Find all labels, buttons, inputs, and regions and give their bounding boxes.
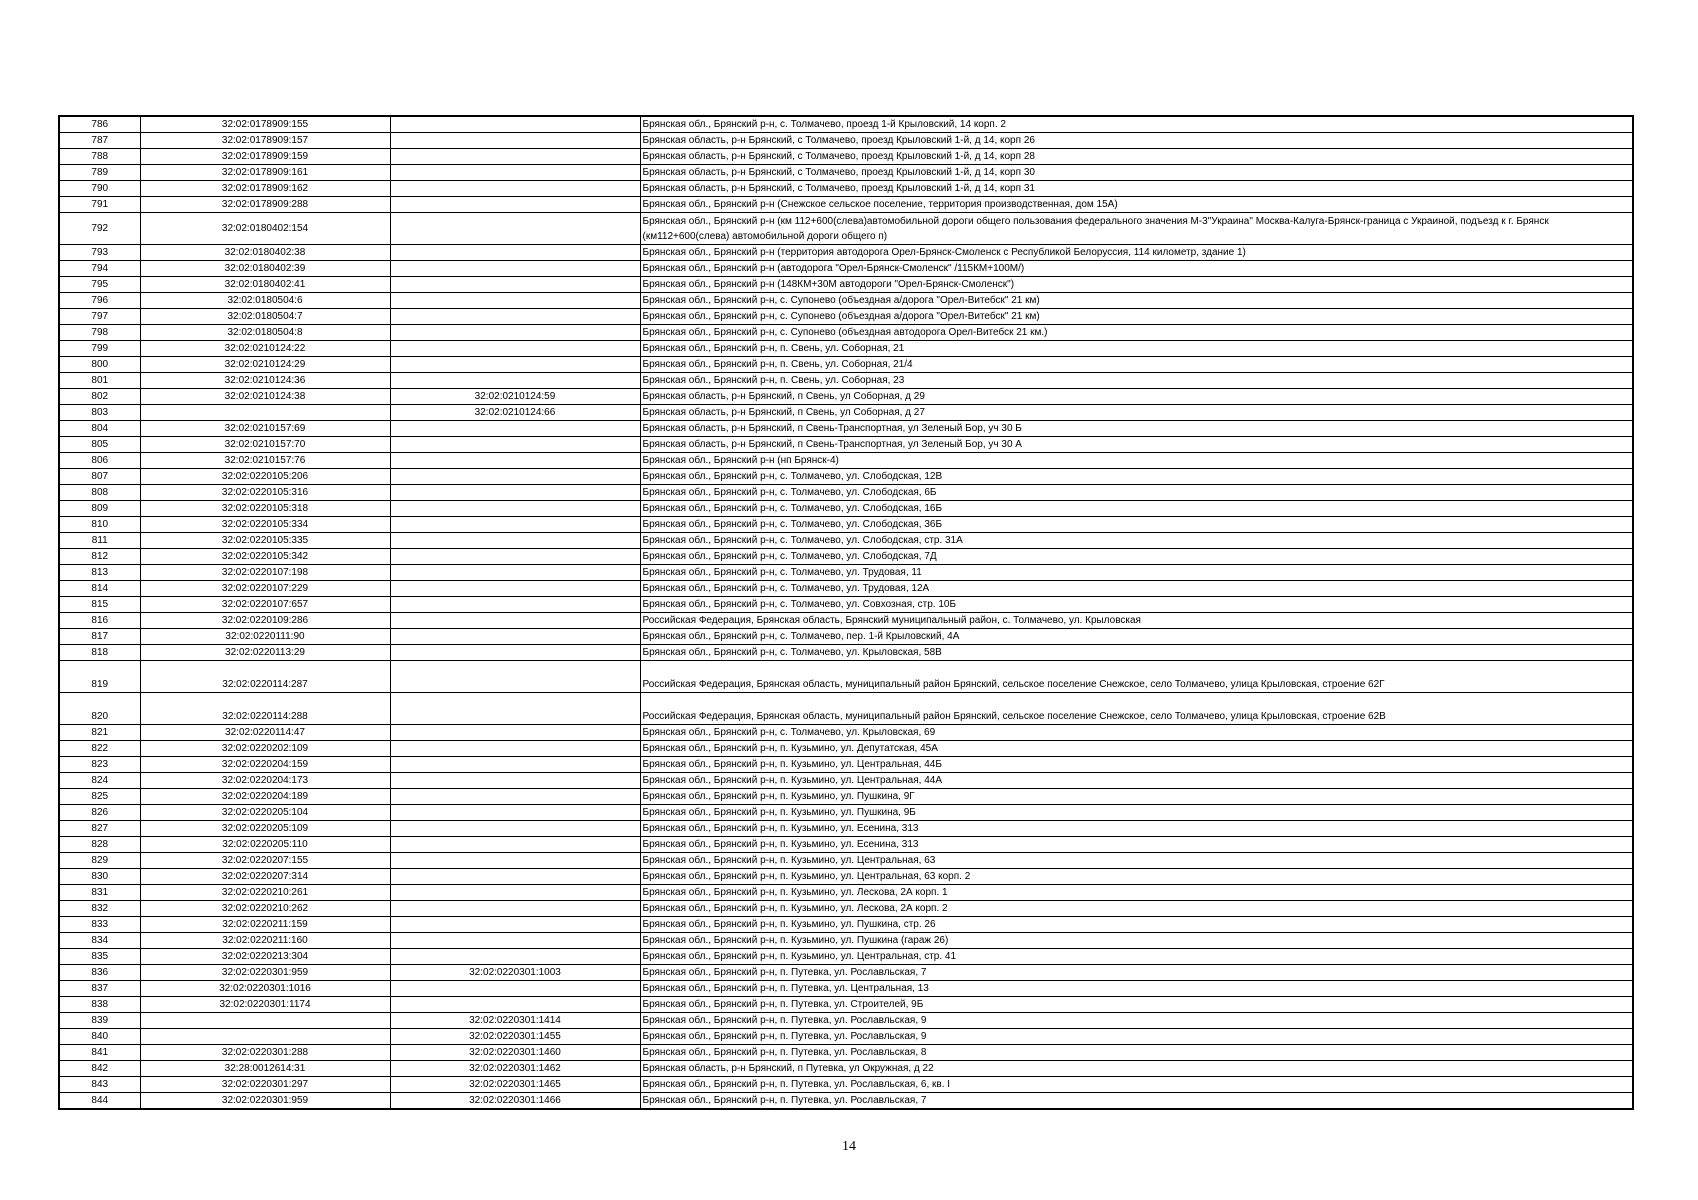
cadastral-number-cell: 32:02:0220205:104 [140,805,390,821]
cadastral-number-cell: 32:02:0220105:206 [140,469,390,485]
cadastral-number-cell: 32:02:0220105:335 [140,533,390,549]
related-cadastral-number-cell [390,773,640,789]
cadastral-number-cell: 32:02:0180504:7 [140,309,390,325]
cadastral-number-cell: 32:02:0220301:297 [140,1077,390,1093]
row-number-cell: 834 [59,933,140,949]
related-cadastral-number-cell [390,261,640,277]
cadastral-number-cell: 32:02:0178909:157 [140,133,390,149]
row-number-cell: 804 [59,421,140,437]
address-cell: Брянская обл., Брянский р-н (территория автодорога Орел-Брянск-Смоленск с Республикой Белоруссия, 114 километр, здание 1) [640,245,1633,261]
row-number-cell: 825 [59,789,140,805]
table-row [59,645,1633,661]
table-body [59,116,1633,1109]
table-row [59,1029,1633,1045]
row-number-cell: 789 [59,165,140,181]
address-cell: Брянская область, р-н Брянский, п Свень, ул Соборная, д 27 [640,405,1633,421]
address-cell: Брянская обл., Брянский р-н, п. Свень, ул. Соборная, 21/4 [640,357,1633,373]
related-cadastral-number-cell [390,549,640,565]
table-row [59,549,1633,565]
row-number-cell: 830 [59,869,140,885]
address-cell: Брянская обл., Брянский р-н, с. Толмачево, ул. Слободская, 12В [640,469,1633,485]
cadastral-number-cell: 32:02:0220105:318 [140,501,390,517]
related-cadastral-number-cell [390,501,640,517]
address-cell: Брянская обл., Брянский р-н, с. Толмачево, ул. Слободская, 7Д [640,549,1633,565]
address-cell: Брянская обл., Брянский р-н, п. Кузьмино, ул. Центральная, стр. 41 [640,949,1633,965]
address-cell: Брянская обл., Брянский р-н, п. Кузьмино, ул. Лескова, 2А корп. 2 [640,901,1633,917]
row-number-cell: 821 [59,725,140,741]
cadastral-number-cell: 32:02:0220301:288 [140,1045,390,1061]
address-cell: Брянская обл., Брянский р-н (нп Брянск-4) [640,453,1633,469]
address-cell: Брянская обл., Брянский р-н, с. Супонево (объездная а/дорога "Орел-Витебск" 21 км) [640,309,1633,325]
address-cell: Брянская обл., Брянский р-н, п. Кузьмино, ул. Пушкина, стр. 26 [640,917,1633,933]
cadastral-number-cell: 32:02:0220207:314 [140,869,390,885]
table-row [59,421,1633,437]
related-cadastral-number-cell [390,821,640,837]
address-cell: Брянская обл., Брянский р-н, п. Кузьмино, ул. Есенина, 313 [640,821,1633,837]
table-row [59,997,1633,1013]
address-cell: Брянская обл., Брянский р-н, п. Кузьмино, ул. Центральная, 44А [640,773,1633,789]
row-number-cell: 794 [59,261,140,277]
address-cell: Брянская обл., Брянский р-н, п. Кузьмино, ул. Депутатская, 45А [640,741,1633,757]
row-number-cell: 835 [59,949,140,965]
row-number-cell: 791 [59,197,140,213]
address-cell: Брянская область, р-н Брянский, с Толмачево, проезд Крыловский 1-й, д 14, корп 28 [640,149,1633,165]
related-cadastral-number-cell [390,693,640,725]
table-row [59,293,1633,309]
cadastral-number-cell: 32:02:0220301:1174 [140,997,390,1013]
row-number-cell: 793 [59,245,140,261]
row-number-cell: 800 [59,357,140,373]
row-number-cell: 824 [59,773,140,789]
cadastral-number-cell: 32:02:0220202:109 [140,741,390,757]
row-number-cell: 813 [59,565,140,581]
cadastral-number-cell: 32:02:0220210:262 [140,901,390,917]
related-cadastral-number-cell [390,565,640,581]
related-cadastral-number-cell [390,517,640,533]
row-number-cell: 786 [59,116,140,133]
row-number-cell: 809 [59,501,140,517]
related-cadastral-number-cell [390,661,640,693]
row-number-cell: 827 [59,821,140,837]
table-row [59,149,1633,165]
related-cadastral-number-cell [390,933,640,949]
cadastral-number-cell: 32:02:0220204:159 [140,757,390,773]
address-cell: Брянская обл., Брянский р-н, п. Путевка, ул. Рославльская, 8 [640,1045,1633,1061]
address-cell: Брянская обл., Брянский р-н, п. Кузьмино, ул. Центральная, 44Б [640,757,1633,773]
row-number-cell: 815 [59,597,140,613]
cadastral-number-cell: 32:02:0220107:229 [140,581,390,597]
table-row [59,629,1633,645]
cadastral-number-cell: 32:02:0220204:173 [140,773,390,789]
row-number-cell: 808 [59,485,140,501]
related-cadastral-number-cell [390,421,640,437]
related-cadastral-number-cell [390,309,640,325]
related-cadastral-number-cell [390,116,640,133]
cadastral-number-cell: 32:02:0220205:109 [140,821,390,837]
address-cell: Брянская обл., Брянский р-н, п. Путевка, ул. Рославльская, 7 [640,1093,1633,1110]
cadastral-number-cell: 32:02:0178909:288 [140,197,390,213]
row-number-cell: 806 [59,453,140,469]
row-number-cell: 831 [59,885,140,901]
address-cell: Брянская обл., Брянский р-н, п. Путевка, ул. Строителей, 9Б [640,997,1633,1013]
row-number-cell: 829 [59,853,140,869]
table-row [59,597,1633,613]
cadastral-number-cell: 32:02:0220210:261 [140,885,390,901]
row-number-cell: 840 [59,1029,140,1045]
cadastral-number-cell: 32:02:0220105:334 [140,517,390,533]
related-cadastral-number-cell [390,485,640,501]
cadastral-number-cell: 32:02:0220114:288 [140,693,390,725]
cadastral-number-cell: 32:02:0178909:161 [140,165,390,181]
address-cell: Брянская обл., Брянский р-н, с. Толмачево, ул. Крыловская, 58В [640,645,1633,661]
cadastral-number-cell: 32:02:0210124:36 [140,373,390,389]
table-row [59,325,1633,341]
table-row [59,197,1633,213]
address-cell: Брянская обл., Брянский р-н, п. Путевка, ул. Рославльская, 9 [640,1013,1633,1029]
table-row [59,469,1633,485]
cadastral-number-cell: 32:02:0220204:189 [140,789,390,805]
related-cadastral-number-cell [390,837,640,853]
cadastral-number-cell: 32:02:0178909:162 [140,181,390,197]
table-row [59,869,1633,885]
table-row [59,965,1633,981]
cadastral-number-cell: 32:02:0210124:22 [140,341,390,357]
table-row [59,213,1633,245]
row-number-cell: 818 [59,645,140,661]
cadastral-number-cell: 32:02:0220105:316 [140,485,390,501]
address-cell: Брянская обл., Брянский р-н, с. Супонево (объездная а/дорога "Орел-Витебск" 21 км) [640,293,1633,309]
related-cadastral-number-cell [390,165,640,181]
row-number-cell: 805 [59,437,140,453]
cadastral-number-cell: 32:02:0220113:29 [140,645,390,661]
table-row [59,981,1633,997]
cadastral-number-cell: 32:02:0180402:41 [140,277,390,293]
address-cell: Брянская обл., Брянский р-н, с. Толмачево, ул. Слободская, 16Б [640,501,1633,517]
related-cadastral-number-cell [390,981,640,997]
cadastral-number-cell: 32:02:0180402:154 [140,213,390,245]
row-number-cell: 839 [59,1013,140,1029]
cadastral-number-cell: 32:02:0220213:304 [140,949,390,965]
cadastral-number-cell [140,1029,390,1045]
address-cell: Брянская обл., Брянский р-н, с. Толмачево, ул. Слободская, стр. 31А [640,533,1633,549]
row-number-cell: 801 [59,373,140,389]
related-cadastral-number-cell [390,197,640,213]
address-cell: Брянская область, р-н Брянский, с Толмачево, проезд Крыловский 1-й, д 14, корп 30 [640,165,1633,181]
row-number-cell: 816 [59,613,140,629]
address-cell: Брянская обл., Брянский р-н, с. Толмачево, ул. Совхозная, стр. 10Б [640,597,1633,613]
address-cell: Брянская обл., Брянский р-н, п. Кузьмино, ул. Пушкина, 9Г [640,789,1633,805]
related-cadastral-number-cell [390,917,640,933]
related-cadastral-number-cell [390,997,640,1013]
address-cell: Брянская обл., Брянский р-н (148КМ+30М автодороги "Орел-Брянск-Смоленск") [640,277,1633,293]
related-cadastral-number-cell [390,469,640,485]
row-number-cell: 823 [59,757,140,773]
row-number-cell: 842 [59,1061,140,1077]
row-number-cell: 790 [59,181,140,197]
address-cell: Брянская обл., Брянский р-н, п. Путевка, ул. Рославльская, 9 [640,1029,1633,1045]
address-cell: Брянская область, р-н Брянский, п Свень, ул Соборная, д 29 [640,389,1633,405]
table-row [59,277,1633,293]
address-cell: Брянская обл., Брянский р-н, п. Свень, ул. Соборная, 21 [640,341,1633,357]
address-cell: Брянская обл., Брянский р-н, п. Кузьмино, ул. Пушкина, 9Б [640,805,1633,821]
table-row [59,901,1633,917]
table-row [59,116,1633,133]
row-number-cell: 819 [59,661,140,693]
row-number-cell: 814 [59,581,140,597]
address-cell: Брянская обл., Брянский р-н, с. Толмачево, пер. 1-й Крыловский, 4А [640,629,1633,645]
related-cadastral-number-cell: 32:02:0210124:59 [390,389,640,405]
row-number-cell: 811 [59,533,140,549]
table-row [59,533,1633,549]
row-number-cell: 798 [59,325,140,341]
cadastral-number-cell: 32:02:0220301:1016 [140,981,390,997]
cadastral-number-cell: 32:02:0220114:47 [140,725,390,741]
cadastral-number-cell: 32:02:0210157:69 [140,421,390,437]
related-cadastral-number-cell [390,805,640,821]
related-cadastral-number-cell [390,629,640,645]
address-cell: Брянская обл., Брянский р-н, п. Кузьмино, ул. Лескова, 2А корп. 1 [640,885,1633,901]
address-cell: Брянская обл., Брянский р-н, с. Толмачево, проезд 1-й Крыловский, 14 корп. 2 [640,116,1633,133]
table-row [59,389,1633,405]
table-row [59,885,1633,901]
row-number-cell: 792 [59,213,140,245]
related-cadastral-number-cell [390,885,640,901]
related-cadastral-number-cell: 32:02:0220301:1462 [390,1061,640,1077]
cadastral-number-cell: 32:02:0220301:959 [140,965,390,981]
row-number-cell: 817 [59,629,140,645]
table-row [59,581,1633,597]
related-cadastral-number-cell [390,373,640,389]
row-number-cell: 803 [59,405,140,421]
row-number-cell: 843 [59,1077,140,1093]
row-number-cell: 796 [59,293,140,309]
related-cadastral-number-cell: 32:02:0220301:1460 [390,1045,640,1061]
table-row [59,933,1633,949]
related-cadastral-number-cell: 32:02:0220301:1003 [390,965,640,981]
row-number-cell: 841 [59,1045,140,1061]
related-cadastral-number-cell [390,581,640,597]
row-number-cell: 844 [59,1093,140,1110]
row-number-cell: 822 [59,741,140,757]
related-cadastral-number-cell [390,293,640,309]
address-cell: Брянская обл., Брянский р-н, с. Толмачево, ул. Трудовая, 11 [640,565,1633,581]
parcel-table [58,115,1634,1110]
table-row [59,837,1633,853]
related-cadastral-number-cell [390,245,640,261]
address-cell: Брянская область, р-н Брянский, с Толмачево, проезд Крыловский 1-й, д 14, корп 31 [640,181,1633,197]
related-cadastral-number-cell: 32:02:0210124:66 [390,405,640,421]
table-row [59,821,1633,837]
row-number-cell: 833 [59,917,140,933]
cadastral-number-cell: 32:02:0220301:959 [140,1093,390,1110]
related-cadastral-number-cell [390,741,640,757]
cadastral-number-cell [140,1013,390,1029]
cadastral-number-cell: 32:02:0220207:155 [140,853,390,869]
related-cadastral-number-cell: 32:02:0220301:1414 [390,1013,640,1029]
related-cadastral-number-cell: 32:02:0220301:1465 [390,1077,640,1093]
address-cell: Брянская обл., Брянский р-н, с. Толмачево, ул. Слободская, 6Б [640,485,1633,501]
related-cadastral-number-cell [390,181,640,197]
row-number-cell: 787 [59,133,140,149]
address-cell: Брянская обл., Брянский р-н, с. Толмачево, ул. Трудовая, 12А [640,581,1633,597]
row-number-cell: 826 [59,805,140,821]
table-row [59,165,1633,181]
address-cell: Российская Федерация, Брянская область, муниципальный район Брянский, сельское поселение Снежское, село Толмачево, улица Крыловская, строение 62В [640,693,1633,725]
cadastral-number-cell [140,405,390,421]
table-row [59,1013,1633,1029]
table-row [59,373,1633,389]
table-row [59,245,1633,261]
page-number: 14 [842,1139,856,1154]
table-row [59,453,1633,469]
related-cadastral-number-cell [390,277,640,293]
address-cell: Брянская обл., Брянский р-н (автодорога "Орел-Брянск-Смоленск" /115КМ+100М/) [640,261,1633,277]
address-cell: Брянская обл., Брянский р-н, п. Свень, ул. Соборная, 23 [640,373,1633,389]
related-cadastral-number-cell [390,645,640,661]
address-cell: Брянская область, р-н Брянский, п Свень-Транспортная, ул Зеленый Бор, уч 30 А [640,437,1633,453]
table-row [59,261,1633,277]
cadastral-number-cell: 32:02:0220111:90 [140,629,390,645]
row-number-cell: 807 [59,469,140,485]
cadastral-number-cell: 32:02:0220211:160 [140,933,390,949]
table-row [59,1045,1633,1061]
row-number-cell: 795 [59,277,140,293]
row-number-cell: 838 [59,997,140,1013]
table-row [59,773,1633,789]
table-row [59,309,1633,325]
address-cell: Брянская область, р-н Брянский, п Свень-Транспортная, ул Зеленый Бор, уч 30 Б [640,421,1633,437]
related-cadastral-number-cell [390,613,640,629]
related-cadastral-number-cell [390,853,640,869]
table-row [59,341,1633,357]
address-cell: Брянская обл., Брянский р-н, с. Супонево (объездная автодорога Орел-Витебск 21 км.) [640,325,1633,341]
table-row [59,949,1633,965]
cadastral-number-cell: 32:02:0180402:39 [140,261,390,277]
table-row [59,1061,1633,1077]
related-cadastral-number-cell [390,149,640,165]
table-row [59,1077,1633,1093]
cadastral-number-cell: 32:02:0220109:286 [140,613,390,629]
row-number-cell: 788 [59,149,140,165]
table-row [59,517,1633,533]
related-cadastral-number-cell [390,213,640,245]
table-row [59,405,1633,421]
cadastral-number-cell: 32:02:0180402:38 [140,245,390,261]
related-cadastral-number-cell [390,341,640,357]
row-number-cell: 797 [59,309,140,325]
address-cell: Брянская обл., Брянский р-н, п. Кузьмино, ул. Центральная, 63 корп. 2 [640,869,1633,885]
table-row [59,757,1633,773]
related-cadastral-number-cell [390,869,640,885]
table-row [59,437,1633,453]
row-number-cell: 837 [59,981,140,997]
cadastral-number-cell: 32:02:0220114:287 [140,661,390,693]
address-cell: Брянская обл., Брянский р-н (Снежское сельское поселение, территория производственная, дом 15А) [640,197,1633,213]
table-row [59,917,1633,933]
row-number-cell: 812 [59,549,140,565]
row-number-cell: 828 [59,837,140,853]
related-cadastral-number-cell: 32:02:0220301:1466 [390,1093,640,1110]
address-cell: Брянская обл., Брянский р-н, п. Путевка, ул. Центральная, 13 [640,981,1633,997]
cadastral-number-cell: 32:02:0180504:8 [140,325,390,341]
table-row [59,485,1633,501]
table-row [59,501,1633,517]
cadastral-number-cell: 32:02:0220211:159 [140,917,390,933]
table-row [59,725,1633,741]
row-number-cell: 836 [59,965,140,981]
address-cell: Брянская область, р-н Брянский, с Толмачево, проезд Крыловский 1-й, д 14, корп 26 [640,133,1633,149]
address-cell: Российская Федерация, Брянская область, Брянский муниципальный район, с. Толмачево, ул. Крыловская [640,613,1633,629]
table-row [59,357,1633,373]
address-cell: Брянская обл., Брянский р-н (км 112+600(слева)автомобильной дороги общего пользования федерального значения М-3"Украина" Москва-Калуга-Брянск-граница с Украиной, подъезд к г. Брянск (км112+600(слева) автомобильной дороги общего п) [640,213,1633,245]
address-cell: Брянская обл., Брянский р-н, п. Путевка, ул. Рославльская, 7 [640,965,1633,981]
table-row [59,133,1633,149]
table-row [59,661,1633,693]
table-row [59,853,1633,869]
related-cadastral-number-cell [390,949,640,965]
related-cadastral-number-cell [390,725,640,741]
table-row [59,565,1633,581]
related-cadastral-number-cell [390,597,640,613]
row-number-cell: 799 [59,341,140,357]
address-cell: Брянская обл., Брянский р-н, п. Путевка, ул. Рославльская, 6, кв. I [640,1077,1633,1093]
cadastral-number-cell: 32:02:0220107:657 [140,597,390,613]
table-row [59,805,1633,821]
related-cadastral-number-cell [390,901,640,917]
related-cadastral-number-cell [390,357,640,373]
related-cadastral-number-cell [390,437,640,453]
address-cell: Брянская обл., Брянский р-н, с. Толмачево, ул. Слободская, 36Б [640,517,1633,533]
address-cell: Брянская обл., Брянский р-н, п. Кузьмино, ул. Центральная, 63 [640,853,1633,869]
row-number-cell: 802 [59,389,140,405]
table-row [59,181,1633,197]
cadastral-number-cell: 32:02:0178909:159 [140,149,390,165]
row-number-cell: 832 [59,901,140,917]
table-row [59,613,1633,629]
related-cadastral-number-cell [390,133,640,149]
related-cadastral-number-cell [390,325,640,341]
cadastral-number-cell: 32:02:0210124:29 [140,357,390,373]
related-cadastral-number-cell [390,789,640,805]
related-cadastral-number-cell [390,533,640,549]
table-row [59,1093,1633,1110]
cadastral-number-cell: 32:02:0210124:38 [140,389,390,405]
cadastral-number-cell: 32:02:0210157:76 [140,453,390,469]
table-row [59,789,1633,805]
address-cell: Брянская обл., Брянский р-н, п. Кузьмино, ул. Пушкина (гараж 26) [640,933,1633,949]
related-cadastral-number-cell [390,757,640,773]
cadastral-number-cell: 32:02:0220205:110 [140,837,390,853]
cadastral-number-cell: 32:02:0220105:342 [140,549,390,565]
address-cell: Брянская обл., Брянский р-н, с. Толмачево, ул. Крыловская, 69 [640,725,1633,741]
cadastral-number-cell: 32:02:0180504:6 [140,293,390,309]
cadastral-number-cell: 32:02:0178909:155 [140,116,390,133]
row-number-cell: 820 [59,693,140,725]
cadastral-number-cell: 32:28:0012614:31 [140,1061,390,1077]
cadastral-number-cell: 32:02:0220107:198 [140,565,390,581]
related-cadastral-number-cell [390,453,640,469]
address-cell: Брянская обл., Брянский р-н, п. Кузьмино, ул. Есенина, 313 [640,837,1633,853]
address-cell: Российская Федерация, Брянская область, муниципальный район Брянский, сельское поселение Снежское, село Толмачево, улица Крыловская, строение 62Г [640,661,1633,693]
table-row [59,741,1633,757]
address-cell: Брянская область, р-н Брянский, п Путевка, ул Окружная, д 22 [640,1061,1633,1077]
cadastral-number-cell: 32:02:0210157:70 [140,437,390,453]
related-cadastral-number-cell: 32:02:0220301:1455 [390,1029,640,1045]
table-row [59,693,1633,725]
row-number-cell: 810 [59,517,140,533]
